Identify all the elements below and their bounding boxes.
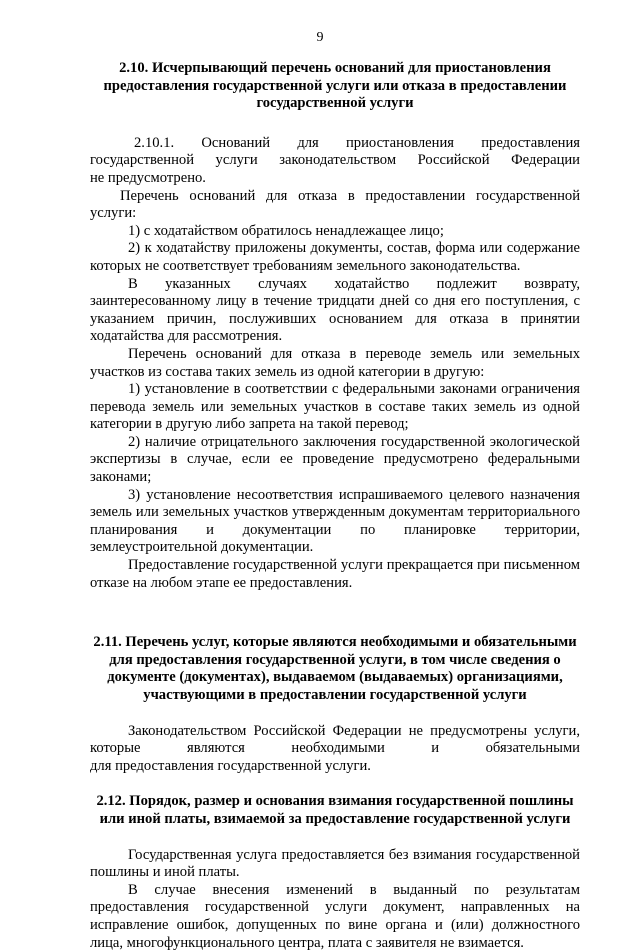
section-2-11-paragraph: Законодательством Российской Федерации не предусмотрены услуги, которые являются необходимыми и обязательными [90, 722, 580, 757]
paragraph-2-10-1-end: не предусмотрено. [90, 169, 206, 186]
section-2-12-paragraph-1: Государственная услуга предоставляется без взимания государственной пошлины и иной платы. [90, 846, 580, 881]
paragraph-2-10-1: 2.10.1. Оснований для приостановления предоставления государственной услуги законодательством Российской Федерации [90, 134, 580, 169]
section-2-11-heading: 2.11. Перечень услуг, которые являются необходимыми и обязательными для предоставления государственной услуги, в том числе сведения о документе (документах), выдаваемом (выдаваемых) организациями, участвующими в предоставлении государственной услуги [93, 634, 577, 703]
refusal-item-1: 1) с ходатайством обратилось ненадлежащее лицо; [128, 222, 444, 239]
spacer [90, 592, 580, 634]
section-2-10-heading: 2.10. Исчерпывающий перечень оснований для приостановления предоставления государственной услуги или отказа в предоставлении государственной услуги [103, 60, 567, 112]
transfer-refusal-intro: Перечень оснований для отказа в переводе земель или земельных участков из состава таких земель из одной категории в другую: [90, 345, 580, 380]
section-2-11-paragraph-end: для предоставления государственной услуги. [90, 757, 371, 774]
transfer-item-2: 2) наличие отрицательного заключения государственной экологической экспертизы в случае, если ее проведение предусмотрено федеральными законами; [90, 433, 580, 486]
refusal-intro: Перечень оснований для отказа в предоставлении государственной услуги: [90, 187, 580, 222]
section-2-12-paragraph-2: В случае внесения изменений в выданный по результатам предоставления государственной услуги документ, направленных на исправление ошибок, допущенных по вине органа и (или) должностного лица, многофункционального центра, плата с заявителя не взимается. [90, 881, 580, 951]
page-number: 9 [316, 30, 324, 45]
spacer [90, 829, 580, 847]
transfer-item-1: 1) установление в соответствии с федеральными законами ограничения перевода земель или земельных участков в составе таких земель из одной категории в другую либо запрета на такой перевод; [90, 381, 580, 433]
return-paragraph: В указанных случаях ходатайство подлежит возврату, заинтересованному лицу в течение тридцати дней со дня его поступления, с указанием причин, послуживших основанием для отказа в принятии ходатайства для рассмотрения. [90, 275, 580, 345]
termination-paragraph: Предоставление государственной услуги прекращается при письменном отказе на любом этапе ее предоставления. [90, 557, 580, 591]
section-2-12-heading: 2.12. Порядок, размер и основания взимания государственной пошлины или иной платы, взимаемой за предоставление государственной услуги [96, 793, 574, 827]
spacer [90, 705, 580, 723]
spacer [90, 775, 580, 793]
document-body [90, 60, 580, 952]
transfer-item-3: 3) установление несоответствия испрашиваемого целевого назначения земель или земельных участков утвержденным документам территориального планирования и документации по планировке территории, землеустроительной документации. [90, 486, 580, 556]
refusal-item-2: 2) к ходатайству приложены документы, состав, форма или содержание которых не соответствует требованиям земельного законодательства. [90, 240, 580, 274]
